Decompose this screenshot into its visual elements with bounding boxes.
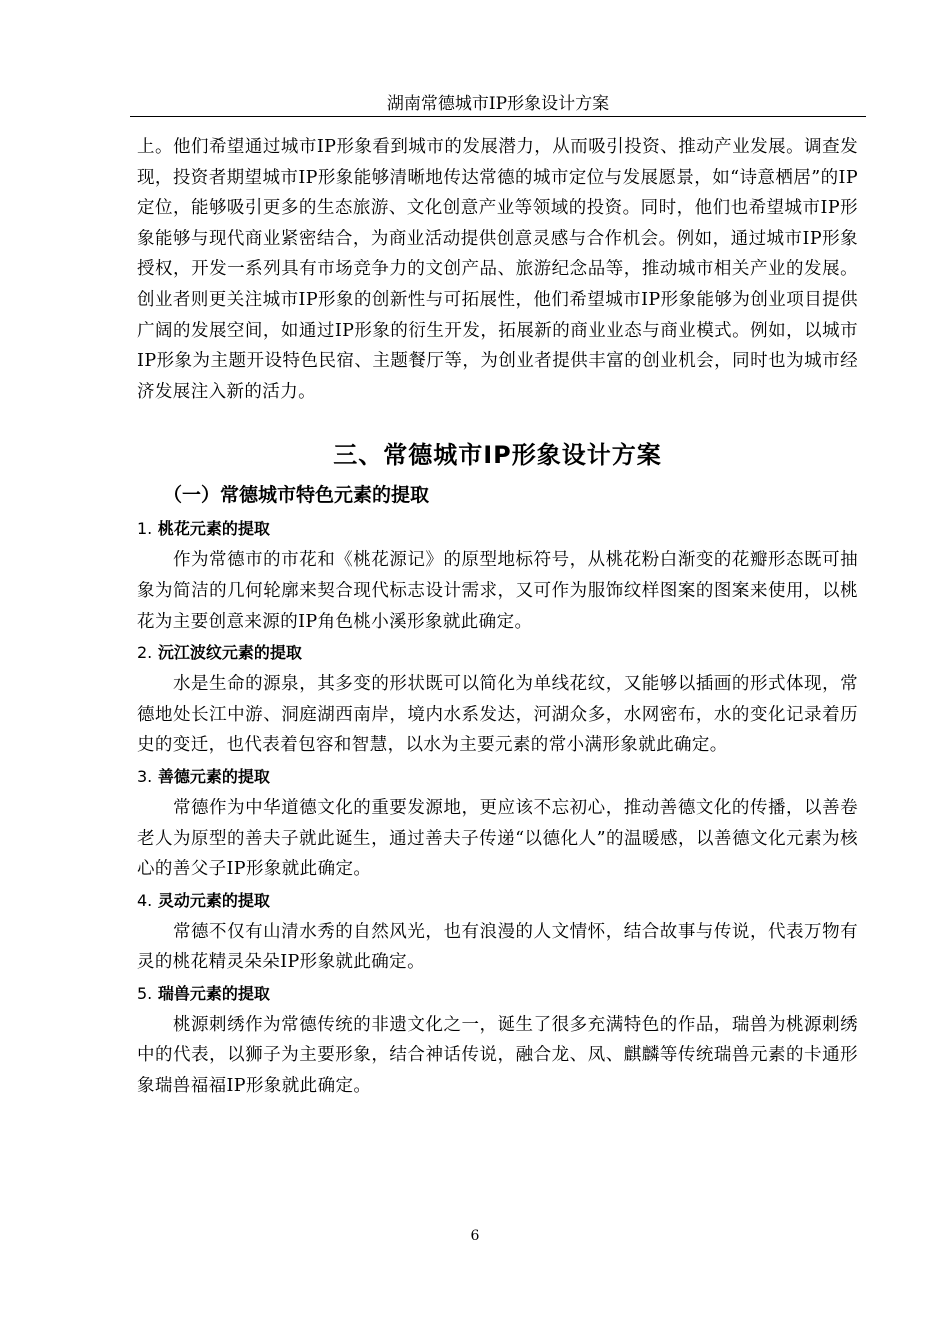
- header-rule: [130, 116, 866, 117]
- item-number: 1.: [137, 519, 153, 539]
- item-paragraph: 水是生命的源泉，其多变的形状既可以简化为单线花纹，又能够以插画的形式体现，常德地处长江中游、洞庭湖西南岸，境内水系发达，河湖众多，水网密布，水的变化记录着历史的变迁，也代表着包容和智慧，以水为主要元素的常小满形象就此确定。: [137, 674, 858, 756]
- running-header: 湖南常德城市IP形象设计方案: [386, 94, 610, 114]
- chapter-heading: 三、常德城市IP形象设计方案: [333, 441, 662, 470]
- item-title: 瑞兽元素的提取: [157, 983, 270, 1003]
- item-heading: [137, 885, 858, 917]
- item-heading: [137, 513, 858, 545]
- item-number: 4.: [137, 890, 153, 910]
- page-content: [137, 132, 858, 1102]
- intro-paragraph: 上。他们希望通过城市IP形象看到城市的发展潜力，从而吸引投资、推动产业发展。调查发现，投资者期望城市IP形象能够清晰地传达常德的城市定位与发展愿景，如“诗意栖居”的IP定位，能够吸引更多的生态旅游、文化创意产业等领域的投资。同时，他们也希望城市IP形象能够与现代商业紧密结合，为商业活动提供创意灵感与合作机会。例如，通过城市IP形象授权，开发一系列具有市场竞争力的文创产品、旅游纪念品等，推动城市相关产业的发展。创业者则更关注城市IP形象的创新性与可拓展性，他们希望城市IP形象能够为创业项目提供广阔的发展空间，如通过IP形象的衍生开发，拓展新的商业业态与商业模式。例如，以城市IP形象为主题开设特色民宿、主题餐厅等，为创业者提供丰富的创业机会，同时也为城市经济发展注入新的活力。: [137, 137, 858, 402]
- element-item-yuanjiang-ripple: [137, 637, 858, 761]
- item-paragraph: 常德作为中华道德文化的重要发源地，更应该不忘初心，推动善德文化的传播，以善卷老人为原型的善夫子就此诞生，通过善夫子传递“以德化人”的温暖感，以善德文化元素为核心的善父子IP形象就此确定。: [137, 797, 858, 880]
- element-item-spirit: [137, 885, 858, 978]
- item-paragraph: 常德不仅有山清水秀的自然风光，也有浪漫的人文情怀，结合故事与传说，代表万物有灵的桃花精灵朵朵IP形象就此确定。: [137, 921, 858, 973]
- element-item-auspicious-beast: [137, 978, 858, 1102]
- item-heading: [137, 637, 858, 669]
- section-heading: （一）常德城市特色元素的提取: [163, 484, 430, 507]
- item-heading: [137, 978, 858, 1010]
- item-title: 桃花元素的提取: [157, 519, 270, 539]
- item-title: 善德元素的提取: [157, 766, 270, 786]
- element-item-peach-blossom: [137, 513, 858, 637]
- element-item-virtue: [137, 761, 858, 885]
- page-number: 6: [470, 1228, 480, 1244]
- item-title: 沅江波纹元素的提取: [157, 643, 302, 663]
- item-paragraph: 桃源刺绣作为常德传统的非遗文化之一，诞生了很多充满特色的作品，瑞兽为桃源刺绣中的代表，以狮子为主要形象，结合神话传说，融合龙、凤、麒麟等传统瑞兽元素的卡通形象瑞兽福福IP形象就此确定。: [137, 1014, 858, 1097]
- item-number: 2.: [137, 643, 153, 663]
- item-paragraph: 作为常德市的市花和《桃花源记》的原型地标符号，从桃花粉白渐变的花瓣形态既可抽象为简洁的几何轮廓来契合现代标志设计需求，又可作为服饰纹样图案的图案来使用，以桃花为主要创意来源的IP角色桃小溪形象就此确定。: [137, 550, 858, 632]
- item-number: 5.: [137, 983, 153, 1003]
- item-heading: [137, 761, 858, 793]
- item-number: 3.: [137, 766, 153, 786]
- item-title: 灵动元素的提取: [157, 890, 270, 910]
